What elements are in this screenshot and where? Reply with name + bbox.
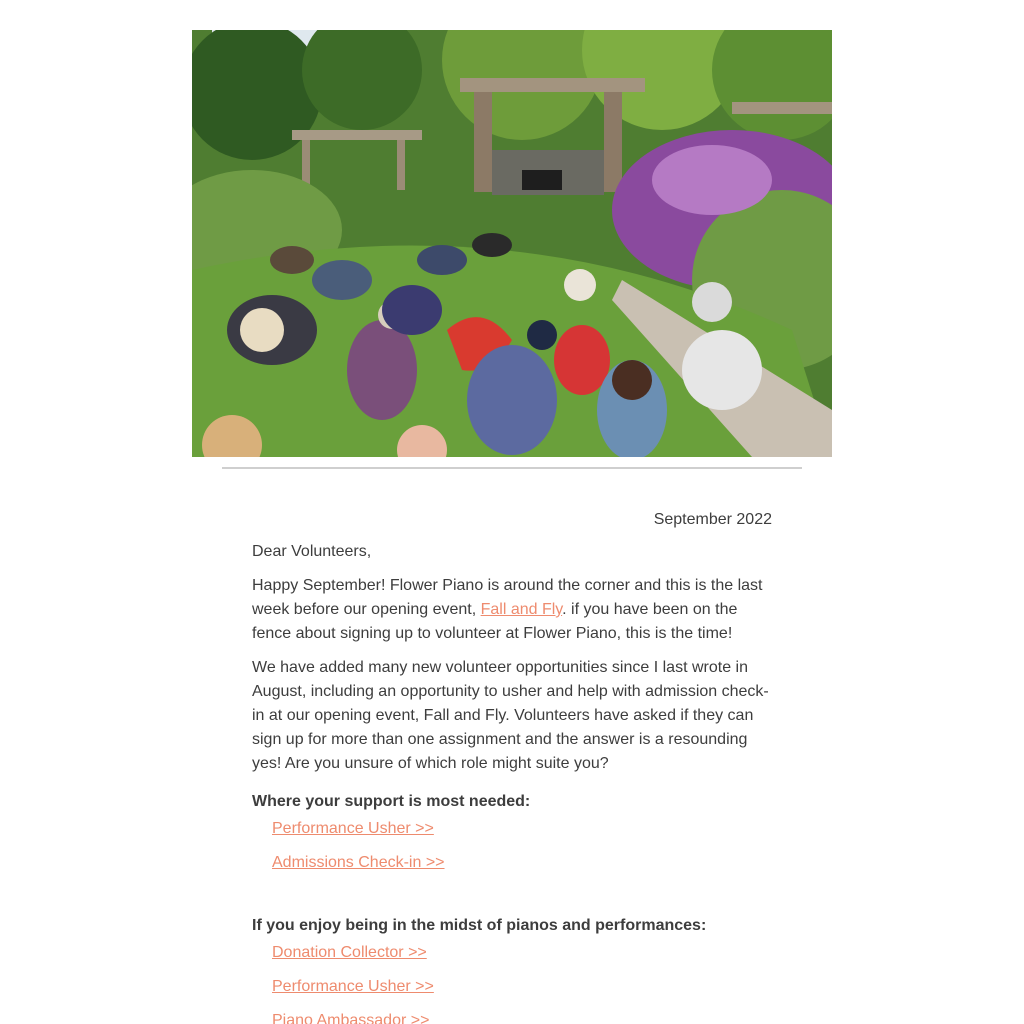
list-item	[272, 851, 772, 875]
pianos-performances-link-list	[252, 941, 772, 1024]
list-item	[272, 975, 772, 999]
section-heading-most-needed: Where your support is most needed:	[252, 793, 531, 810]
intro-paragraph	[252, 574, 772, 646]
hero-illustration	[192, 30, 832, 457]
stone-pillar	[474, 92, 492, 192]
letter-date: September 2022	[653, 511, 772, 528]
pergola-beam	[460, 78, 645, 92]
donation-collector-link[interactable]: Donation Collector >>	[272, 944, 427, 961]
pergola-beam	[732, 102, 832, 114]
list-item	[272, 1009, 772, 1024]
pergola-post	[397, 140, 405, 190]
most-needed-link-list	[252, 817, 772, 875]
performance-usher-link-2[interactable]: Performance Usher >>	[272, 978, 434, 995]
list-item	[272, 817, 772, 841]
admissions-check-in-link[interactable]: Admissions Check-in >>	[272, 854, 445, 871]
greeting: Dear Volunteers,	[252, 543, 372, 560]
piano	[522, 170, 562, 190]
hero-image	[192, 30, 832, 457]
section-heading-pianos-performances: If you enjoy being in the midst of pianos and performances:	[252, 917, 707, 934]
divider	[222, 467, 802, 469]
stone-pillar	[604, 92, 622, 192]
letter-content	[252, 508, 772, 1024]
piano-ambassador-link[interactable]: Piano Ambassador >>	[272, 1012, 430, 1024]
intro-text-end: . if you have been on the fence about signing up to volunteer at Flower Piano, this is the time!	[252, 601, 738, 642]
flower-bed	[652, 145, 772, 215]
list-item	[272, 941, 772, 965]
pergola-beam	[292, 130, 422, 140]
fall-and-fly-link[interactable]: Fall and Fly	[480, 601, 563, 618]
intro-text-start: Happy September! Flower Piano is around the corner and this is the last week before our opening event,	[252, 577, 763, 618]
opportunities-paragraph: We have added many new volunteer opportunities since I last wrote in August, including an opportunity to usher and help with admission check-in at our opening event, Fall and Fly. Volunteers have asked if they can sign up for more than one assignment and the answer is a resounding yes! Are you unsure of which role might suite you?	[252, 659, 769, 772]
performance-usher-link[interactable]: Performance Usher >>	[272, 820, 434, 837]
